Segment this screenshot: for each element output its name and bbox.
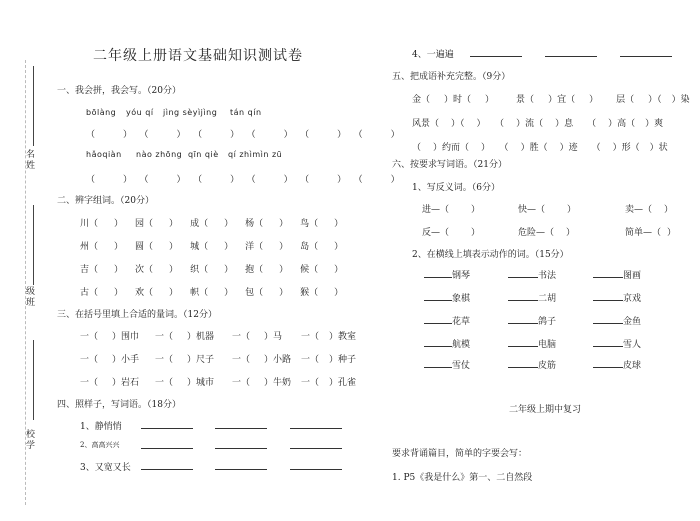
answer-line — [470, 56, 522, 57]
action-3-3: 金鱼 — [593, 314, 641, 327]
measure-3-3: 一（ ）牛奶 — [232, 378, 292, 388]
binding-line-2 — [33, 205, 34, 285]
section-6-heading: 六、按要求写词语。（21分） — [392, 160, 507, 170]
action-1-1: 钢琴 — [424, 268, 470, 281]
measure-3-2: 一（ ）城市 — [155, 378, 215, 388]
measure-2-4: 一（ ）种子 — [301, 355, 357, 365]
action-3-1: 花草 — [424, 314, 470, 327]
word-group-row-4: 古（ ） 欢（ ） 帜（ ） 包（ ） 猴（ ） — [80, 288, 344, 298]
action-4-1: 航模 — [424, 337, 470, 350]
pinyin-row-2-a: hǎoqiàn — [86, 150, 122, 159]
pinyin-row-1-d: tán qín — [230, 108, 262, 117]
action-1-2: 书法 — [508, 268, 556, 281]
answer-line — [620, 56, 672, 57]
answer-line — [290, 448, 342, 449]
antonym-1-2: 快—（ ） — [518, 205, 577, 215]
review-title: 二年级上期中复习 — [509, 405, 582, 415]
answer-line — [141, 448, 193, 449]
section-3-heading: 三、在括号里填上合适的量词。（12分） — [57, 310, 217, 320]
measure-1-3: 一（ ）马 — [232, 332, 283, 342]
antonym-1-1: 进—（ ） — [422, 205, 481, 215]
antonym-2-3: 简单—（ ） — [625, 228, 677, 238]
measure-2-1: 一（ ）小手 — [80, 355, 140, 365]
answer-line — [215, 448, 267, 449]
answer-line — [290, 428, 342, 429]
measure-3-4: 一（ ）孔雀 — [301, 378, 357, 388]
paren-row-2: （ ） （ ） （ ） （ ） （ ） （ ） — [86, 175, 400, 185]
pinyin-row-1-c: jìng sèyìjìng — [163, 108, 218, 117]
action-4-2: 电脑 — [508, 337, 556, 350]
pattern-item-1: 1、静悄悄 — [80, 422, 122, 432]
idiom-row-2: 风景（ ）（ ） （ ）流（ ）息 （ ）高（ ）爽 — [412, 119, 664, 129]
review-item-1: 1. P5《我是什么》第一、二自然段 — [392, 473, 533, 483]
pinyin-row-2-c: qīn qiè — [188, 150, 219, 159]
measure-3-1: 一（ ）岩石 — [80, 378, 140, 388]
action-2-2: 二胡 — [508, 291, 556, 304]
section-5-heading: 五、把成语补充完整。（9分） — [392, 72, 511, 82]
page-title: 二年级上册语文基础知识测试卷 — [93, 48, 303, 64]
action-4-3: 雪人 — [593, 337, 641, 350]
answer-line — [141, 428, 193, 429]
review-requirement: 要求背诵篇目，简单的字要会写： — [392, 449, 528, 459]
measure-1-2: 一（ ）机器 — [155, 332, 215, 342]
measure-2-3: 一（ ）小路 — [232, 355, 292, 365]
answer-line — [215, 428, 267, 429]
word-group-row-3: 吉（ ） 次（ ） 织（ ） 抱（ ） 候（ ） — [80, 265, 344, 275]
class-label: 级班 — [26, 287, 36, 308]
pinyin-row-1-b: yóu qí — [126, 108, 154, 117]
action-2-3: 京戏 — [593, 291, 641, 304]
paren-row-1: （ ） （ ） （ ） （ ） （ ） （ ） — [86, 130, 400, 140]
answer-line — [545, 56, 597, 57]
section-2-heading: 二、辨字组词。（20分） — [57, 196, 154, 206]
pinyin-row-2-d: qí zhìmìn zū — [228, 150, 283, 159]
measure-2-2: 一（ ）尺子 — [155, 355, 215, 365]
section-4-heading: 四、照样子，写词语。（18分） — [57, 400, 181, 410]
action-5-1: 雪仗 — [424, 358, 470, 371]
word-group-row-2: 州（ ） 圆（ ） 城（ ） 洋（ ） 岛（ ） — [80, 242, 344, 252]
section-1-heading: 一、我会拼，我会写。（20分） — [57, 86, 181, 96]
idiom-row-3: （ ）约而（ ） （ ）胜（ ）迹 （ ）形（ ）状 — [412, 143, 668, 153]
action-5-2: 皮筋 — [508, 358, 556, 371]
action-subheading: 2、在横线上填表示动作的词。（15分） — [412, 250, 569, 260]
action-5-3: 皮球 — [593, 358, 641, 371]
antonym-1-3: 卖—（ ） — [625, 205, 674, 215]
answer-line — [290, 469, 342, 470]
name-label: 名 姓 — [26, 150, 36, 171]
pinyin-row-2-b: nào zhōng — [136, 150, 183, 159]
binding-line-1 — [33, 66, 34, 146]
pattern-item-2: 2、高高兴兴 — [80, 441, 120, 449]
action-3-2: 鸽子 — [508, 314, 556, 327]
antonym-subheading: 1、写反义词。（6分） — [412, 183, 500, 193]
pinyin-row-1-a: bōlàng — [86, 108, 117, 117]
action-2-1: 象棋 — [424, 291, 470, 304]
pattern-item-4: 4、一遍遍 — [412, 50, 454, 60]
antonym-2-2: 危险—（ ） — [518, 228, 576, 238]
idiom-row-1: 金（ ）时（ ） 景（ ）宜（ ） 层（ ）（ ）染 — [412, 95, 690, 105]
antonym-2-1: 反—（ ） — [422, 228, 481, 238]
word-group-row-1: 川（ ） 园（ ） 成（ ） 杨（ ） 鸟（ ） — [80, 219, 344, 229]
answer-line — [141, 469, 193, 470]
answer-line — [215, 469, 267, 470]
action-1-3: 图画 — [593, 268, 641, 281]
pattern-item-3: 3、又宽又长 — [80, 463, 131, 473]
measure-1-1: 一（ ）围巾 — [80, 332, 140, 342]
binding-line-3 — [33, 340, 34, 420]
school-label: 校 学 — [26, 430, 36, 451]
measure-1-4: 一（ ）教室 — [301, 332, 357, 342]
